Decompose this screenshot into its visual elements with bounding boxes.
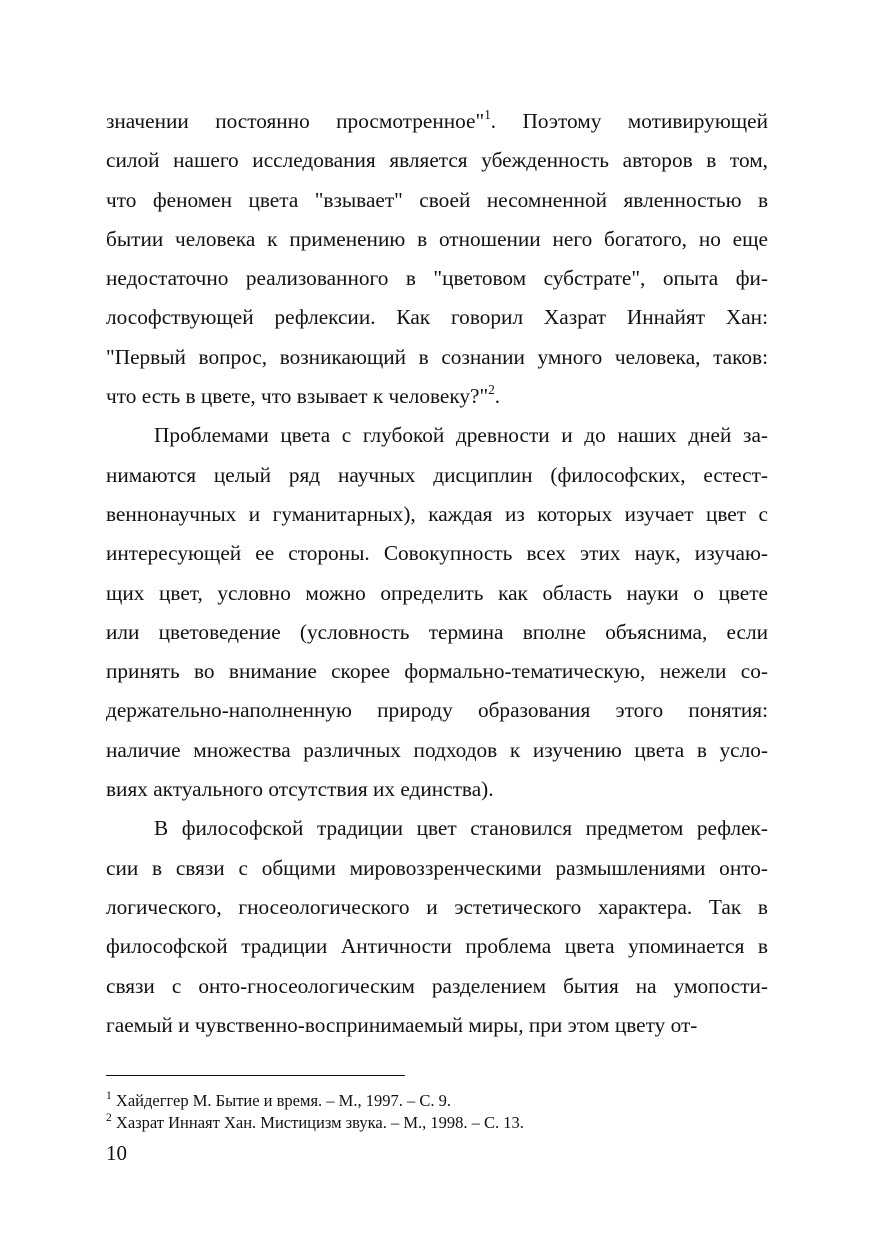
paragraph-2-line: или цветоведение (условность термина вполне объяснима, если	[106, 619, 768, 644]
footnote-separator	[106, 1075, 405, 1076]
footnote-2-text: Хазрат Иннаят Хан. Мистицизм звука. – М., 1998. – С. 13.	[115, 1113, 524, 1132]
paragraph-2-line: щих цвет, условно можно определить как область науки о цвете	[106, 580, 768, 605]
paragraph-3-line: гаемый и чувственно-воспринимаемый миры, при этом цвету от-	[106, 1012, 698, 1037]
paragraph-3-line: сии в связи с общими мировоззренческими размышлениями онто-	[106, 855, 768, 880]
footnote-1	[106, 1091, 451, 1111]
paragraph-1-line: значении постоянно просмотренное"$^1$. Поэтому мотивирующей	[106, 106, 768, 133]
paragraph-2-line: Проблемами цвета с глубокой древности и до наших дней за-	[154, 423, 768, 448]
paragraph-2-line: наличие множества различных подходов к изучению цвета в усло-	[106, 737, 768, 762]
paragraph-2-line: веннонаучных и гуманитарных), каждая из которых изучает цвет с	[106, 501, 768, 526]
paragraph-2-line: держательно-наполненную природу образования этого понятия:	[106, 698, 768, 723]
body-text	[106, 102, 768, 1045]
footnote-2	[106, 1113, 524, 1133]
page-number: 10	[106, 1141, 127, 1165]
footnote-ref: 1	[484, 106, 491, 122]
paragraph-2-line: принять во внимание скорее формально-тематическую, нежели со-	[106, 659, 768, 684]
paragraph-2-line: нимаются целый ряд научных дисциплин (философских, естест-	[106, 462, 768, 487]
footnote-1-number: 1	[106, 1090, 112, 1103]
paragraph-1-line: "Первый вопрос, возникающий в сознании умного человека, таков:	[106, 344, 768, 369]
paragraph-2-line: интересующей ее стороны. Совокупность всех этих наук, изучаю-	[106, 541, 768, 566]
paragraph-3-line: связи с онто-гносеологическим разделением бытия на умопости-	[106, 973, 768, 998]
footnote-1-text: Хайдеггер М. Бытие и время. – М., 1997. – С. 9.	[115, 1091, 451, 1110]
paragraph-1-line: лософствующей рефлексии. Как говорил Хазрат Иннайят Хан:	[106, 305, 768, 330]
paragraph-1-line: недостаточно реализованного в "цветовом субстрате", опыта фи-	[106, 266, 768, 291]
paragraph-3-line: логического, гносеологического и эстетического характера. Так в	[106, 894, 768, 919]
paragraph-1-line: что есть в цвете, что взывает к человеку?"$^2$.	[106, 381, 501, 409]
paragraph-1-line: что феномен цвета "взывает" своей несомненной явленностью в	[106, 187, 768, 212]
paragraph-3-line: В философской традиции цвет становился предметом рефлек-	[154, 816, 768, 841]
footnote-2-number: 2	[106, 1112, 112, 1125]
paragraph-1-line: бытии человека к применению в отношении него богатого, но еще	[106, 226, 768, 251]
paragraph-1-line: силой нашего исследования является убежденность авторов в том,	[106, 148, 768, 173]
paragraph-2-line: виях актуального отсутствия их единства).	[106, 777, 494, 802]
footnote-ref: 2	[488, 381, 495, 397]
paragraph-3-line: философской традиции Античности проблема цвета упоминается в	[106, 934, 768, 959]
